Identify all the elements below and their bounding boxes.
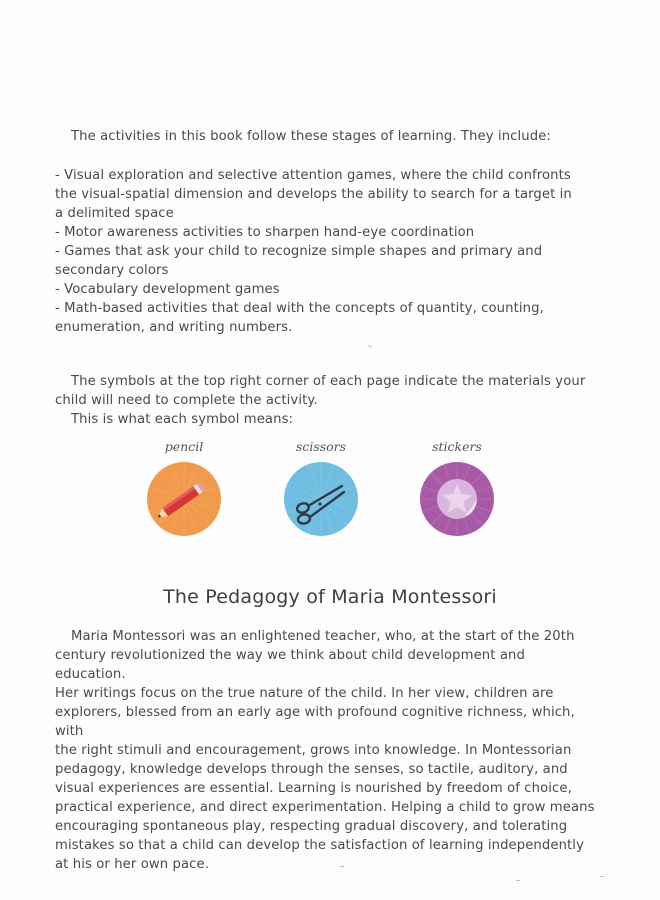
symbol-label: stickers bbox=[432, 439, 482, 454]
stage-line: the visual-spatial dimension and develops the ability to search for a target in bbox=[55, 187, 572, 202]
symbol-legend bbox=[0, 438, 660, 548]
stage-line: - Games that ask your child to recognize simple shapes and primary and bbox=[55, 244, 543, 259]
scan-speck bbox=[516, 880, 520, 881]
symbols-text-line: This is what each symbol means: bbox=[71, 412, 294, 427]
stage-line: - Vocabulary development games bbox=[55, 282, 280, 297]
paragraph-line: Her writings focus on the true nature of the child. In her view, children are bbox=[55, 686, 554, 701]
scan-speck bbox=[600, 876, 604, 877]
symbols-text-line: The symbols at the top right corner of each page indicate the materials your bbox=[71, 374, 586, 389]
symbol-pencil bbox=[139, 438, 229, 536]
stage-line: - Math-based activities that deal with the concepts of quantity, counting, bbox=[55, 301, 544, 316]
symbol-stickers bbox=[412, 438, 502, 536]
sticker-icon bbox=[420, 462, 494, 536]
paragraph-line: mistakes so that a child can develop the satisfaction of learning independently bbox=[55, 838, 584, 853]
intro-paragraph bbox=[55, 127, 595, 146]
stage-line: secondary colors bbox=[55, 263, 169, 278]
scan-speck bbox=[340, 866, 344, 867]
paragraph-line: practical experience, and direct experimentation. Helping a child to grow means bbox=[55, 800, 595, 815]
symbols-paragraph bbox=[55, 372, 595, 429]
symbol-label: pencil bbox=[164, 439, 204, 454]
scan-speck bbox=[368, 345, 372, 348]
scissors-icon bbox=[284, 462, 358, 536]
section-heading: The Pedagogy of Maria Montessori bbox=[163, 586, 497, 608]
symbol-scissors bbox=[276, 438, 366, 536]
stage-line: - Motor awareness activities to sharpen hand-eye coordination bbox=[55, 225, 475, 240]
paragraph-line: the right stimuli and encouragement, grows into knowledge. In Montessorian bbox=[55, 743, 572, 758]
symbols-text-line: child will need to complete the activity. bbox=[55, 393, 318, 408]
symbol-label: scissors bbox=[295, 439, 347, 454]
paragraph-line: visual experiences are essential. Learning is nourished by freedom of choice, bbox=[55, 781, 572, 796]
paragraph-line: pedagogy, knowledge develops through the senses, so tactile, auditory, and bbox=[55, 762, 568, 777]
stage-line: a delimited space bbox=[55, 206, 174, 221]
paragraph-line: encouraging spontaneous play, respecting gradual discovery, and tolerating bbox=[55, 819, 568, 834]
paragraph-line: century revolutionized the way we think about child development and education. bbox=[55, 648, 525, 682]
paragraph-line: Maria Montessori was an enlightened teacher, who, at the start of the 20th bbox=[71, 629, 575, 644]
stages-list bbox=[55, 166, 595, 337]
pencil-icon bbox=[147, 462, 221, 536]
stage-line: - Visual exploration and selective attention games, where the child confronts bbox=[55, 168, 571, 183]
paragraph-line: at his or her own pace. bbox=[55, 857, 210, 872]
montessori-paragraph bbox=[55, 627, 595, 874]
intro-text: The activities in this book follow these stages of learning. They include: bbox=[71, 129, 551, 144]
stage-line: enumeration, and writing numbers. bbox=[55, 320, 293, 335]
paragraph-line: explorers, blessed from an early age with profound cognitive richness, which, with bbox=[55, 705, 575, 739]
